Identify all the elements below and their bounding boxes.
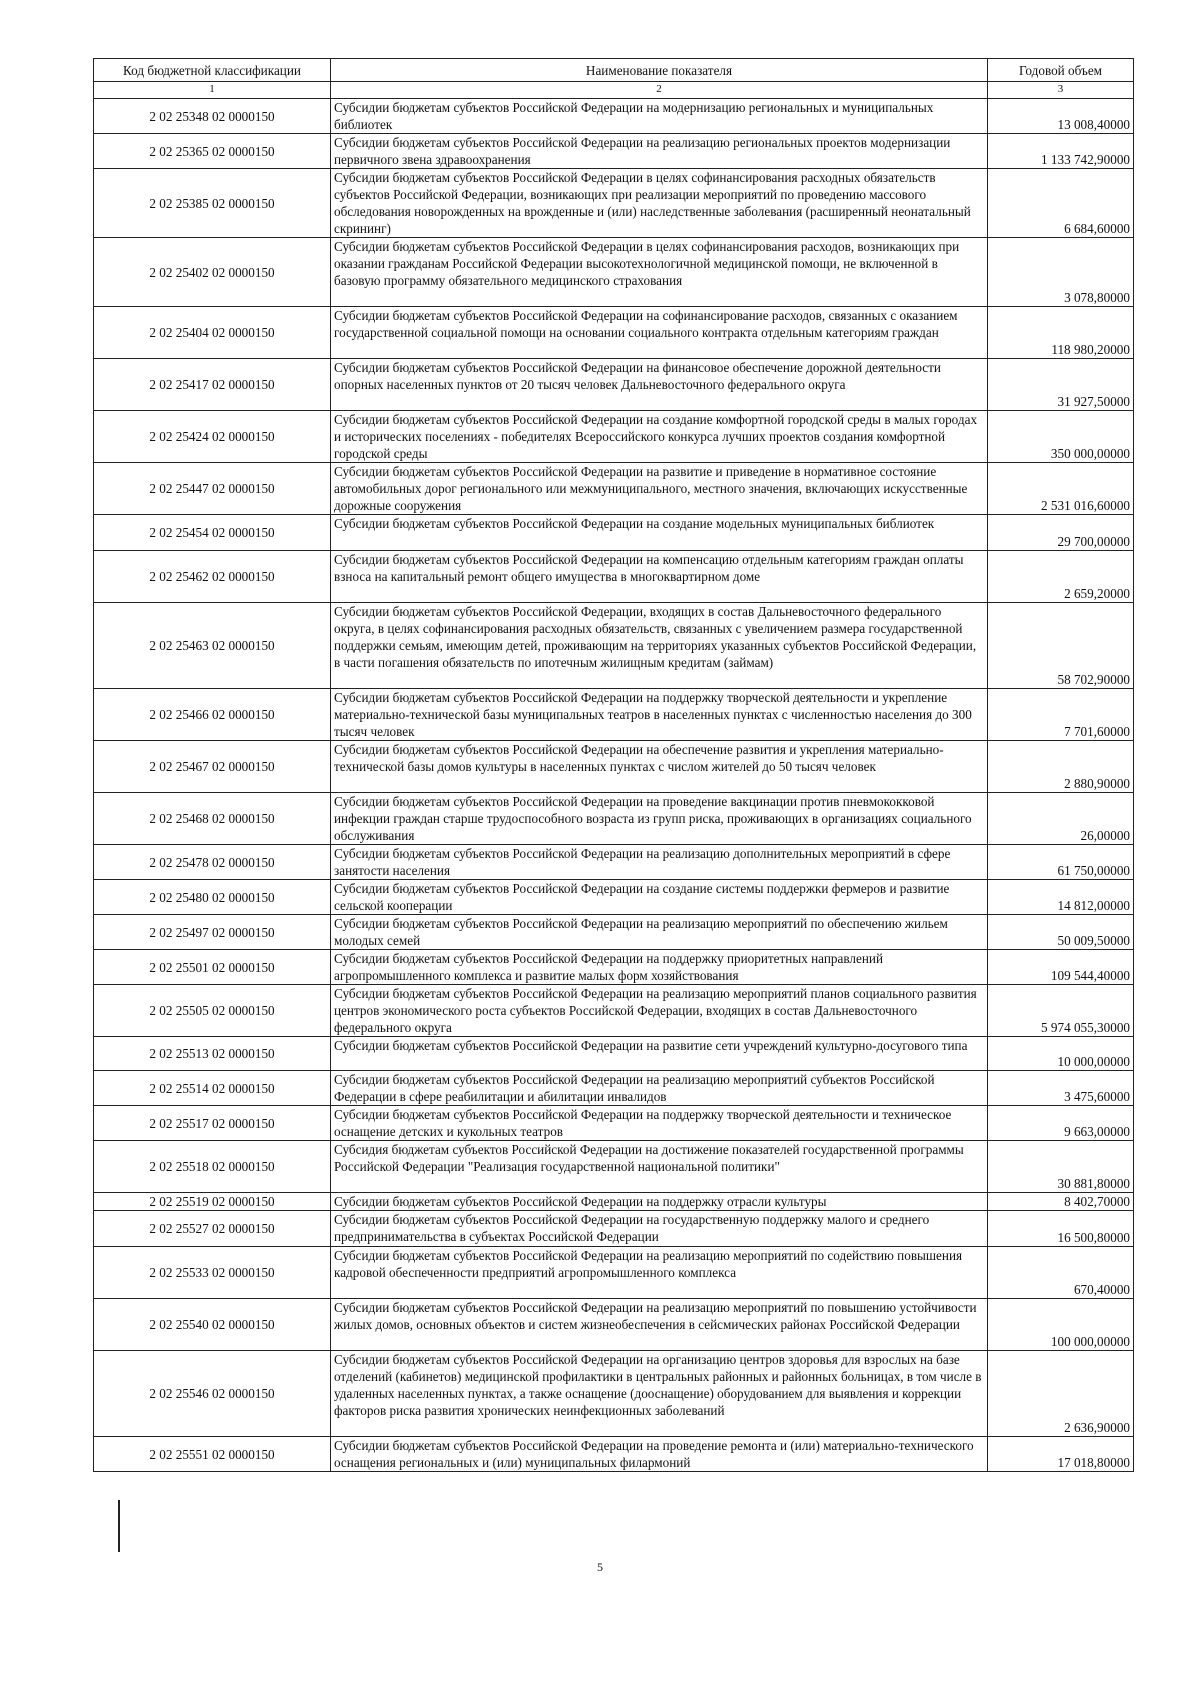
indicator-name: Субсидии бюджетам субъектов Российской Федерации на компенсацию отдельным категориям граждан оплаты взноса на капитальный ремонт общего имущества в многоквартирном доме [331,551,988,603]
budget-code: 2 02 25517 02 0000150 [94,1106,331,1141]
budget-code: 2 02 25385 02 0000150 [94,169,331,238]
table-row [94,1071,1134,1106]
indicator-name: Субсидии бюджетам субъектов Российской Федерации в целях софинансирования расходов, возникающих при оказании гражданам Российской Федерации высокотехнологичной медицинской помощи, не включенной в базовую программу обязательного медицинского страхования [331,238,988,307]
page-number: 5 [597,1560,603,1574]
annual-amount: 9 663,00000 [988,1106,1134,1141]
annual-amount: 58 702,90000 [988,603,1134,689]
column-number: 1 [94,82,331,99]
budget-code: 2 02 25497 02 0000150 [94,915,331,950]
table-row [94,1193,1134,1211]
indicator-name: Субсидии бюджетам субъектов Российской Федерации на реализацию мероприятий планов социального развития центров экономического роста субъектов Российской Федерации, входящих в состав Дальневосточного федерального округа [331,985,988,1037]
indicator-name: Субсидии бюджетам субъектов Российской Федерации на государственную поддержку малого и среднего предпринимательства в субъектах Российской Федерации [331,1211,988,1247]
indicator-name: Субсидии бюджетам субъектов Российской Федерации на реализацию региональных проектов модернизации первичного звена здравоохранения [331,134,988,169]
column-number: 3 [988,82,1134,99]
annual-amount: 2 636,90000 [988,1351,1134,1437]
annual-amount: 13 008,40000 [988,99,1134,134]
table-row [94,1106,1134,1141]
table-row [94,551,1134,603]
indicator-name: Субсидии бюджетам субъектов Российской Федерации, входящих в состав Дальневосточного федерального округа, в целях софинансирования расходных обязательств, связанных с увеличением размера государственной поддержки семьям, имеющим детей, проживающим на территориях указанных субъектов Российской Федерации, в части погашения обязательств по ипотечным жилищным кредитам (займам) [331,603,988,689]
table-row [94,359,1134,411]
table-row [94,915,1134,950]
indicator-name: Субсидия бюджетам субъектов Российской Федерации на достижение показателей государственной программы Российской Федерации "Реализация государственной национальной политики" [331,1141,988,1193]
column-number: 2 [331,82,988,99]
annual-amount: 2 880,90000 [988,741,1134,793]
indicator-name: Субсидии бюджетам субъектов Российской Федерации на развитие сети учреждений культурно-досугового типа [331,1037,988,1071]
table-row [94,1299,1134,1351]
annual-amount: 8 402,70000 [988,1193,1134,1211]
budget-code: 2 02 25527 02 0000150 [94,1211,331,1247]
indicator-name: Субсидии бюджетам субъектов Российской Федерации на финансовое обеспечение дорожной деятельности опорных населенных пунктов от 20 тысяч человек Дальневосточного федерального округа [331,359,988,411]
budget-code: 2 02 25402 02 0000150 [94,238,331,307]
header-name: Наименование показателя [331,59,988,82]
annual-amount: 3 475,60000 [988,1071,1134,1106]
budget-code: 2 02 25466 02 0000150 [94,689,331,741]
table-row [94,880,1134,915]
table-row [94,603,1134,689]
table-row [94,793,1134,845]
annual-amount: 5 974 055,30000 [988,985,1134,1037]
annual-amount: 29 700,00000 [988,515,1134,551]
annual-amount: 6 684,60000 [988,169,1134,238]
indicator-name: Субсидии бюджетам субъектов Российской Федерации на создание модельных муниципальных библиотек [331,515,988,551]
table-row [94,741,1134,793]
indicator-name: Субсидии бюджетам субъектов Российской Федерации на реализацию мероприятий субъектов Российской Федерации в сфере реабилитации и абилитации инвалидов [331,1071,988,1106]
table-row [94,169,1134,238]
header-code: Код бюджетной классификации [94,59,331,82]
table-row [94,307,1134,359]
annual-amount: 14 812,00000 [988,880,1134,915]
table-row [94,1247,1134,1299]
annual-amount: 670,40000 [988,1247,1134,1299]
table-row [94,985,1134,1037]
budget-code: 2 02 25533 02 0000150 [94,1247,331,1299]
table-row [94,1437,1134,1472]
budget-code: 2 02 25546 02 0000150 [94,1351,331,1437]
annual-amount: 1 133 742,90000 [988,134,1134,169]
header-amount: Годовой объем [988,59,1134,82]
column-number-row [94,82,1134,99]
indicator-name: Субсидии бюджетам субъектов Российской Федерации на проведение вакцинации против пневмококковой инфекции граждан старше трудоспособного возраста из групп риска, проживающих в организациях социального обслуживания [331,793,988,845]
indicator-name: Субсидии бюджетам субъектов Российской Федерации в целях софинансирования расходных обязательств субъектов Российской Федерации, возникающих при реализации мероприятий по проведению массового обследования новорожденных на врожденные и (или) наследственные заболевания (расширенный неонатальный скрининг) [331,169,988,238]
annual-amount: 26,00000 [988,793,1134,845]
indicator-name: Субсидии бюджетам субъектов Российской Федерации на поддержку творческой деятельности и укрепление материально-технической базы муниципальных театров в населенных пунктах с численностью населения до 300 тысяч человек [331,689,988,741]
annual-amount: 109 544,40000 [988,950,1134,985]
budget-code: 2 02 25478 02 0000150 [94,845,331,880]
budget-code: 2 02 25551 02 0000150 [94,1437,331,1472]
table-row [94,845,1134,880]
annual-amount: 16 500,80000 [988,1211,1134,1247]
annual-amount: 118 980,20000 [988,307,1134,359]
budget-table [93,58,1134,1472]
table-row [94,134,1134,169]
indicator-name: Субсидии бюджетам субъектов Российской Федерации на организацию центров здоровья для взрослых на базе отделений (кабинетов) медицинской профилактики в центральных районных и районных больницах, в том числе в удаленных населенных пунктах, а также оснащение (дооснащение) оборудованием для выявления и коррекции факторов риска развития хронических неинфекционных заболеваний [331,1351,988,1437]
indicator-name: Субсидии бюджетам субъектов Российской Федерации на развитие и приведение в нормативное состояние автомобильных дорог регионального или межмуниципального, местного значения, включающих искусственные дорожные сооружения [331,463,988,515]
budget-code: 2 02 25454 02 0000150 [94,515,331,551]
table-row [94,1211,1134,1247]
table-row [94,411,1134,463]
table-row [94,950,1134,985]
indicator-name: Субсидии бюджетам субъектов Российской Федерации на создание системы поддержки фермеров и развитие сельской кооперации [331,880,988,915]
budget-code: 2 02 25501 02 0000150 [94,950,331,985]
annual-amount: 10 000,00000 [988,1037,1134,1071]
budget-code: 2 02 25518 02 0000150 [94,1141,331,1193]
annual-amount: 3 078,80000 [988,238,1134,307]
indicator-name: Субсидии бюджетам субъектов Российской Федерации на поддержку творческой деятельности и техническое оснащение детских и кукольных театров [331,1106,988,1141]
table-row [94,238,1134,307]
margin-line [118,1500,120,1552]
indicator-name: Субсидии бюджетам субъектов Российской Федерации на обеспечение развития и укрепления материально-технической базы домов культуры в населенных пунктах с числом жителей до 50 тысяч человек [331,741,988,793]
table-row [94,1351,1134,1437]
indicator-name: Субсидии бюджетам субъектов Российской Федерации на реализацию дополнительных мероприятий в сфере занятости населения [331,845,988,880]
indicator-name: Субсидии бюджетам субъектов Российской Федерации на поддержку приоритетных направлений агропромышленного комплекса и развитие малых форм хозяйствования [331,950,988,985]
budget-code: 2 02 25467 02 0000150 [94,741,331,793]
budget-code: 2 02 25404 02 0000150 [94,307,331,359]
budget-code: 2 02 25447 02 0000150 [94,463,331,515]
budget-code: 2 02 25514 02 0000150 [94,1071,331,1106]
budget-code: 2 02 25468 02 0000150 [94,793,331,845]
table-row [94,1141,1134,1193]
table-row [94,689,1134,741]
annual-amount: 61 750,00000 [988,845,1134,880]
budget-code: 2 02 25480 02 0000150 [94,880,331,915]
table-row [94,99,1134,134]
annual-amount: 2 659,20000 [988,551,1134,603]
indicator-name: Субсидии бюджетам субъектов Российской Федерации на софинансирование расходов, связанных с оказанием государственной социальной помощи на основании социального контракта отдельным категориям граждан [331,307,988,359]
budget-code: 2 02 25365 02 0000150 [94,134,331,169]
budget-code: 2 02 25424 02 0000150 [94,411,331,463]
annual-amount: 30 881,80000 [988,1141,1134,1193]
budget-code: 2 02 25505 02 0000150 [94,985,331,1037]
annual-amount: 50 009,50000 [988,915,1134,950]
annual-amount: 31 927,50000 [988,359,1134,411]
budget-code: 2 02 25348 02 0000150 [94,99,331,134]
table-row [94,1037,1134,1071]
table-header-row [94,59,1134,82]
indicator-name: Субсидии бюджетам субъектов Российской Федерации на реализацию мероприятий по повышению устойчивости жилых домов, основных объектов и систем жизнеобеспечения в сейсмических районах Российской Федерации [331,1299,988,1351]
budget-code: 2 02 25519 02 0000150 [94,1193,331,1211]
budget-code: 2 02 25513 02 0000150 [94,1037,331,1071]
table-row [94,515,1134,551]
indicator-name: Субсидии бюджетам субъектов Российской Федерации на проведение ремонта и (или) материально-технического оснащения региональных и (или) муниципальных филармоний [331,1437,988,1472]
table-row [94,463,1134,515]
indicator-name: Субсидии бюджетам субъектов Российской Федерации на реализацию мероприятий по обеспечению жильем молодых семей [331,915,988,950]
indicator-name: Субсидии бюджетам субъектов Российской Федерации на создание комфортной городской среды в малых городах и исторических поселениях - победителях Всероссийского конкурса лучших проектов создания комфортной городской среды [331,411,988,463]
indicator-name: Субсидии бюджетам субъектов Российской Федерации на реализацию мероприятий по содействию повышения кадровой обеспеченности предприятий агропромышленного комплекса [331,1247,988,1299]
indicator-name: Субсидии бюджетам субъектов Российской Федерации на поддержку отрасли культуры [331,1193,988,1211]
annual-amount: 2 531 016,60000 [988,463,1134,515]
annual-amount: 350 000,00000 [988,411,1134,463]
budget-code: 2 02 25463 02 0000150 [94,603,331,689]
annual-amount: 7 701,60000 [988,689,1134,741]
indicator-name: Субсидии бюджетам субъектов Российской Федерации на модернизацию региональных и муниципальных библиотек [331,99,988,134]
budget-code: 2 02 25417 02 0000150 [94,359,331,411]
budget-code: 2 02 25462 02 0000150 [94,551,331,603]
annual-amount: 100 000,00000 [988,1299,1134,1351]
budget-code: 2 02 25540 02 0000150 [94,1299,331,1351]
annual-amount: 17 018,80000 [988,1437,1134,1472]
